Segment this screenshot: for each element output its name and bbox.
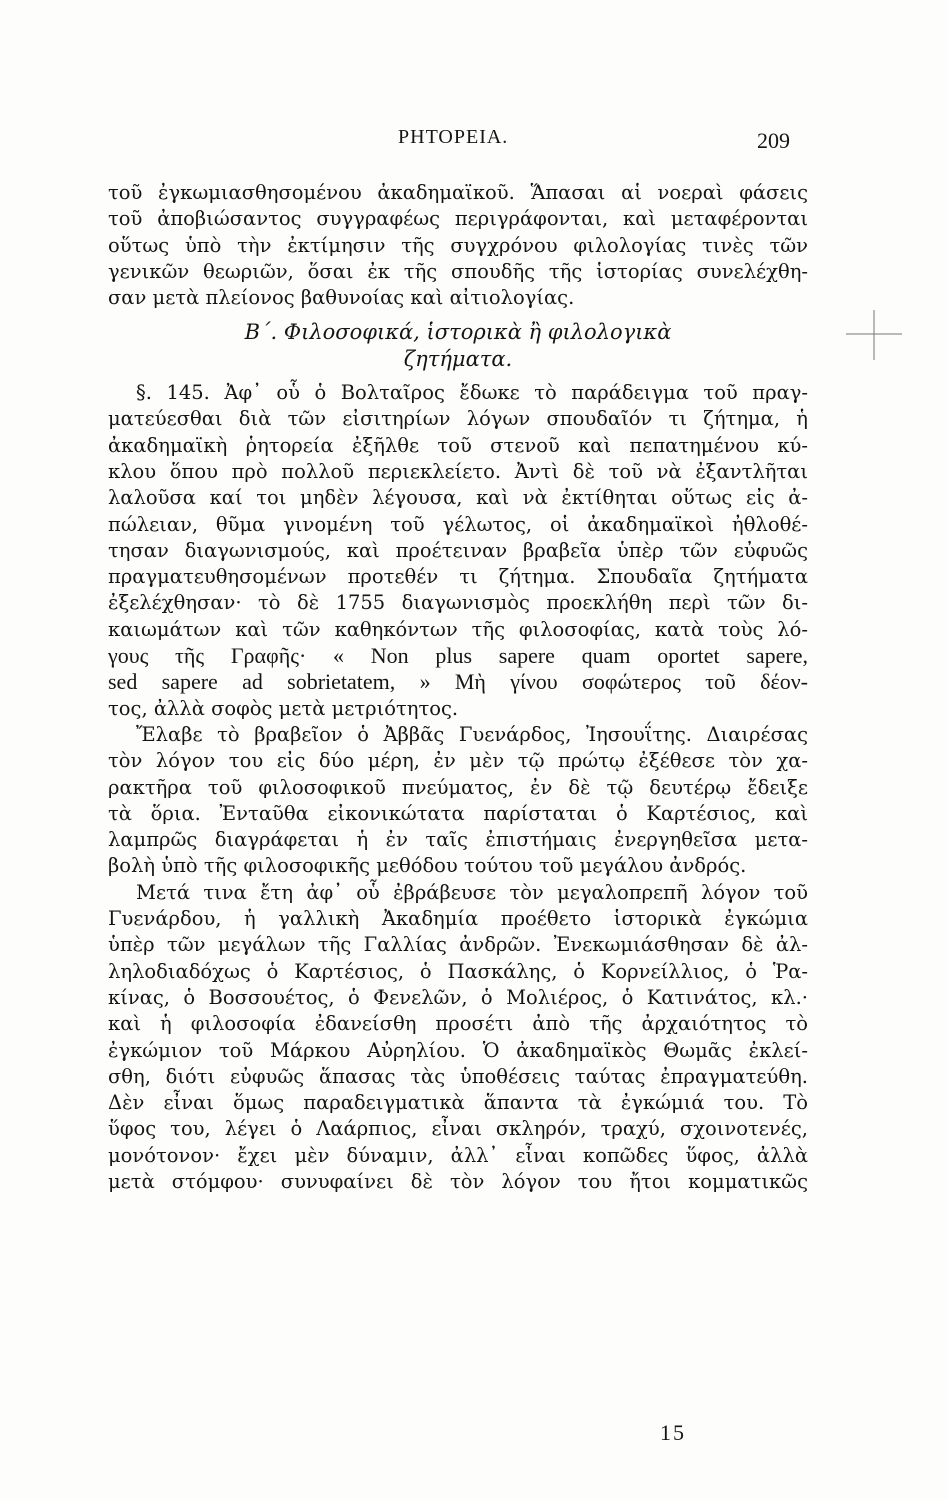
text-line: πώλειαν, θῦμα γινομένη τοῦ γέλωτος, οἱ ἀκαδημαϊκοὶ ἠθλοθέ- — [108, 512, 808, 536]
running-title: ΡΗΤΟΡΕΙΑ. — [398, 126, 509, 148]
text-line: ληλοδιαδόχως ὁ Καρτέσιος, ὁ Πασκάλης, ὁ Κορνείλλιος, ὁ Ῥα- — [108, 959, 808, 983]
text-line: κίνας, ὁ Βοσσουέτος, ὁ Φενελῶν, ὁ Μολιέρος, ὁ Κατινάτος, κλ.· — [108, 985, 808, 1009]
text-line: ρακτῆρα τοῦ φιλοσοφικοῦ πνεύματος, ἐν δὲ τῷ δευτέρῳ ἔδειξε — [108, 775, 808, 799]
text-line: ὕφος του, λέγει ὁ Λαάρπιος, εἶναι σκληρόν, τραχύ, σχοινοτενές, — [108, 1117, 808, 1141]
text-line: τὰ ὅρια. Ἐνταῦθα εἰκονικώτατα παρίσταται ὁ Καρτέσιος, καὶ — [108, 801, 808, 825]
text-line: τοῦ ἐγκωμιασθησομένου ἀκαδημαϊκοῦ. Ἅπασαι αἱ νοεραὶ φάσεις — [108, 181, 808, 204]
text-line: ὑπὲρ τῶν μεγάλων τῆς Γαλλίας ἀνδρῶν. Ἐνεκωμιάσθησαν δὲ ἀλ- — [108, 933, 808, 957]
text-line: μετὰ στόμφου· συνυφαίνει δὲ τὸν λόγον του ἤτοι κομματικῶς — [108, 1169, 808, 1193]
margin-cross-mark — [846, 300, 902, 370]
text-line: Μετά τινα ἔτη ἀφ᾽ οὗ ἐβράβευσε τὸν μεγαλοπρεπῆ λόγον τοῦ — [136, 880, 808, 904]
section-heading-line: Β΄. Φιλοσοφικά, ἱστορικὰ ἢ φιλολογικὰ — [244, 320, 672, 345]
page-number: 209 — [757, 128, 790, 153]
text-line: λαμπρῶς διαγράφεται ἡ ἐν ταῖς ἐπιστήμαις ἐνεργηθεῖσα μετα- — [108, 828, 808, 852]
text-line: Δὲν εἶναι ὅμως παραδειγματικὰ ἅπαντα τὰ ἐγκώμιά του. Τὸ — [108, 1091, 808, 1115]
text-line: βολὴ ὑπὸ τῆς φιλοσοφικῆς μεθόδου τούτου τοῦ μεγάλου ἀνδρός. — [108, 854, 747, 878]
text-line: λαλοῦσα καί τοι μηδὲν λέγουσα, καὶ νὰ ἐκτίθηται οὕτως εἰς ἀ- — [108, 486, 808, 510]
text-line: ἀκαδημαϊκὴ ῥητορεία ἐξῆλθε τοῦ στενοῦ καὶ πεπατημένου κύ- — [108, 433, 808, 457]
text-line: Ἔλαβε τὸ βραβεῖον ὁ Ἀββᾶς Γυενάρδος, Ἰησουΐτης. Διαιρέσας — [136, 722, 808, 746]
text-line: τοῦ ἀποβιώσαντος συγγραφέως περιγράφονται, καὶ μεταφέρονται — [108, 207, 808, 231]
section-heading-line: ζητήματα. — [403, 346, 513, 371]
text-line: σθη, διότι εὐφυῶς ἅπασας τὰς ὑποθέσεις ταύτας ἐπραγματεύθη. — [108, 1064, 808, 1088]
text-line: sed sapere ad sobrietatem, » Μὴ γίνου σοφώτερος τοῦ δέον- — [108, 669, 808, 695]
text-line: τὸν λόγον του εἰς δύο μέρη, ἐν μὲν τῷ πρώτῳ ἐξέθεσε τὸν χα- — [108, 749, 808, 773]
text-line: §. 145. Ἀφ᾽ οὗ ὁ Βολταῖρος ἔδωκε τὸ παράδειγμα τοῦ πραγ- — [136, 381, 808, 405]
text-line: οὕτως ὑπὸ τὴν ἐκτίμησιν τῆς συγχρόνου φιλολογίας τινὲς τῶν — [108, 233, 808, 257]
text-line: ματεύεσθαι διὰ τῶν εἰσιτηρίων λόγων σπουδαῖόν τι ζήτημα, ἡ — [108, 407, 808, 431]
body-text — [108, 180, 808, 1195]
text-line: τησαν διαγωνισμούς, καὶ προέτειναν βραβεῖα ὑπὲρ τῶν εὐφυῶς — [108, 538, 808, 562]
text-line: πραγματευθησομένων προτεθέν τι ζήτημα. Σπουδαῖα ζητήματα — [108, 565, 808, 589]
text-line: γους τῆς Γραφῆς· « Non plus sapere quam oportet sapere, — [108, 643, 808, 669]
text-line: κλου ὅπου πρὸ πολλοῦ περιεκλείετο. Ἀντὶ δὲ τοῦ νὰ ἐξαντλῆται — [108, 459, 808, 483]
text-line: σαν μετὰ πλείονος βαθυνοίας καὶ αἰτιολογίας. — [108, 286, 575, 310]
text-line: καὶ ἡ φιλοσοφία ἐδανείσθη προσέτι ἀπὸ τῆς ἀρχαιότητος τὸ — [108, 1012, 808, 1036]
text-line: μονότονον· ἔχει μὲν δύναμιν, ἀλλ᾽ εἶναι κοπῶδες ὕφος, ἀλλὰ — [108, 1143, 808, 1167]
text-line: Γυενάρδου, ἡ γαλλικὴ Ἀκαδημία προέθετο ἱστορικὰ ἐγκώμια — [108, 907, 808, 931]
text-line: ἐγκώμιον τοῦ Μάρκου Αὐρηλίου. Ὁ ἀκαδημαϊκὸς Θωμᾶς ἐκλεί- — [108, 1038, 808, 1062]
text-line: καιωμάτων καὶ τῶν καθηκόντων τῆς φιλοσοφίας, κατὰ τοὺς λό- — [108, 617, 808, 641]
text-line: ἐξελέχθησαν· τὸ δὲ 1755 διαγωνισμὸς προεκλήθη περὶ τῶν δι- — [108, 591, 808, 615]
text-line: τος, ἀλλὰ σοφὸς μετὰ μετριότητος. — [108, 696, 459, 720]
signature-mark: 15 — [660, 1420, 686, 1445]
text-line: γενικῶν θεωριῶν, ὅσαι ἐκ τῆς σπουδῆς τῆς ἱστορίας συνελέχθη- — [108, 259, 808, 283]
